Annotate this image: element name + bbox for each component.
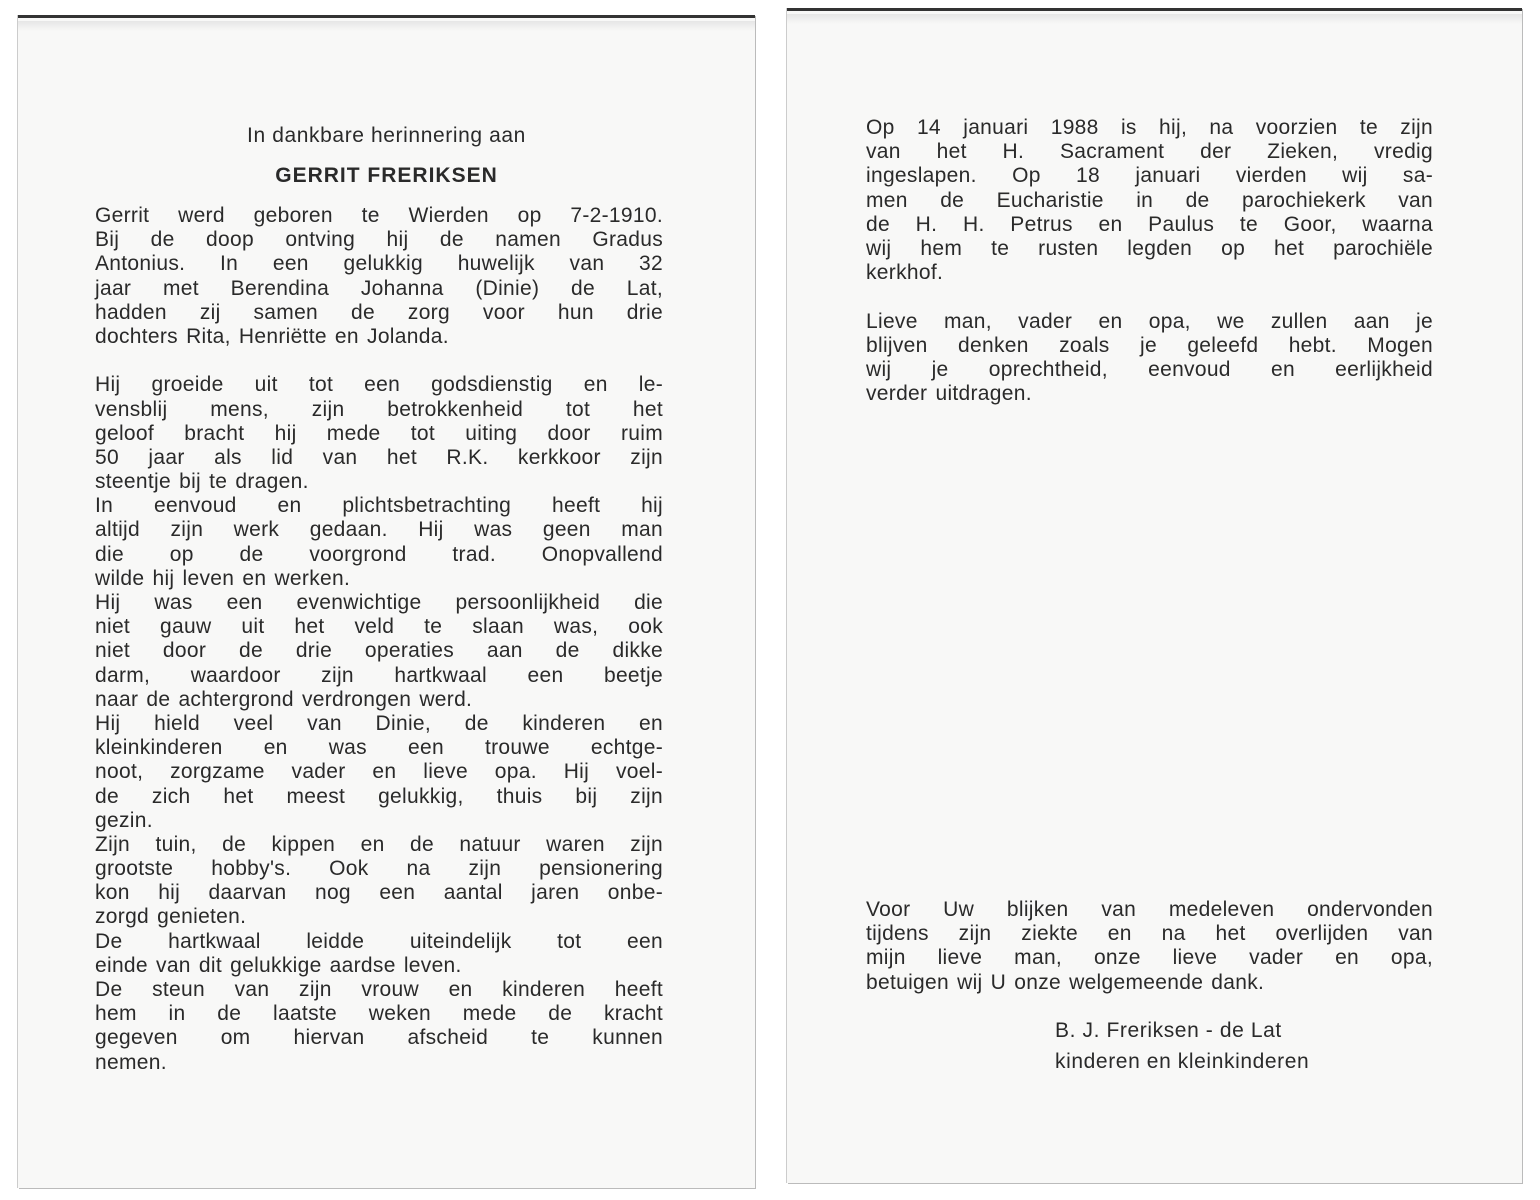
text-line: niet door de drie operaties aan de dikke — [95, 639, 663, 663]
paragraph — [95, 833, 663, 930]
text-line: naar de achtergrond verdrongen werd. — [95, 687, 473, 711]
text-line: hadden zij samen de zorg voor hun drie — [95, 300, 663, 324]
text-line: nemen. — [95, 1050, 167, 1074]
text-line: De steun van zijn vrouw en kinderen heeft — [95, 978, 663, 1001]
text-line: tijdens zijn ziekte en na het overlijden van — [866, 922, 1433, 946]
text-line: kleinkinderen en was een trouwe echtge- — [95, 736, 663, 760]
text-line: grootste hobby's. Ook na zijn pensionering — [95, 857, 663, 881]
text-line: ingeslapen. Op 18 januari vierden wij sa- — [866, 164, 1433, 188]
text-line: van het H. Sacrament der Zieken, vredig — [866, 140, 1433, 164]
text-line: darm, waardoor zijn hartkwaal een beetje — [95, 663, 663, 687]
paragraph — [95, 930, 663, 978]
text-line: men de Eucharistie in de parochiekerk van — [866, 188, 1433, 212]
text-line: Voor Uw blijken van medeleven ondervonden — [866, 898, 1433, 921]
text-line: Bij de doop ontving hij de namen Gradus — [95, 228, 663, 252]
text-line: jaar met Berendina Johanna (Dinie) de Lat, — [95, 276, 663, 300]
text-line: dochters Rita, Henriëtte en Jolanda. — [95, 324, 449, 348]
text-line: Hij groeide uit tot een godsdienstig en le- — [95, 373, 663, 397]
text-line: 50 jaar als lid van het R.K. kerkkoor zijn — [95, 445, 663, 469]
intro-text: In dankbare herinnering aan — [247, 124, 526, 147]
text-line: Gerrit werd geboren te Wierden op 7-2-1910. — [95, 204, 663, 227]
paragraph — [95, 712, 663, 833]
text-line: wilde hij leven en werken. — [95, 566, 351, 590]
signature-line: B. J. Freriksen - de Lat — [1055, 1019, 1282, 1042]
text-line: gezin. — [95, 808, 153, 832]
text-line: Antonius. In een gelukkig huwelijk van 32 — [95, 252, 663, 276]
text-line: blijven denken zoals je geleefd hebt. Mogen — [866, 333, 1433, 357]
left-card-page — [18, 15, 755, 1188]
text-line: geloof bracht hij mede tot uiting door ruim — [95, 421, 663, 445]
paragraph — [95, 373, 663, 494]
text-line: de H. H. Petrus en Paulus te Goor, waarna — [866, 212, 1433, 236]
text-line: zorgd genieten. — [95, 905, 247, 929]
text-line: Hij hield veel van Dinie, de kinderen en — [95, 711, 663, 735]
text-line: altijd zijn werk gedaan. Hij was geen man — [95, 518, 663, 542]
text-line: hem in de laatste weken mede de kracht — [95, 1002, 663, 1026]
text-line: vensblij mens, zijn betrokkenheid tot het — [95, 397, 663, 421]
text-line: betuigen wij U onze welgemeende dank. — [866, 970, 1265, 994]
text-line: steentje bij te dragen. — [95, 470, 309, 494]
text-line: kon hij daarvan nog een aantal jaren onbe- — [95, 881, 663, 905]
text-line: wij je oprechtheid, eenvoud en eerlijkheid — [866, 357, 1433, 381]
text-line: Zijn tuin, de kippen en de natuur waren zijn — [95, 832, 663, 856]
paragraph — [866, 310, 1433, 407]
thanks-text — [866, 898, 1433, 995]
biography-text — [95, 204, 663, 1075]
text-line: gegeven om hiervan afscheid te kunnen — [95, 1026, 663, 1050]
text-line: Hij was een evenwichtige persoonlijkheid die — [95, 591, 663, 614]
right-card-page — [787, 8, 1522, 1183]
paragraph — [95, 204, 663, 349]
signature — [1055, 1015, 1309, 1077]
passing-text — [866, 116, 1433, 406]
signature-line: kinderen en kleinkinderen — [1055, 1050, 1310, 1073]
paragraph — [95, 494, 663, 591]
text-line: die op de voorgrond trad. Onopvallend — [95, 542, 663, 566]
deceased-name: GERRIT FRERIKSEN — [275, 164, 498, 187]
text-line: wij hem te rusten legden op het parochiële — [866, 236, 1433, 260]
paragraph — [95, 591, 663, 712]
text-line: niet gauw uit het veld te slaan was, ook — [95, 615, 663, 639]
text-line: Op 14 januari 1988 is hij, na voorzien te zijn — [866, 116, 1433, 139]
text-line: mijn lieve man, onze lieve vader en opa, — [866, 946, 1433, 970]
paragraph — [95, 978, 663, 1075]
text-line: Lieve man, vader en opa, we zullen aan je — [866, 309, 1433, 333]
text-line: In eenvoud en plichtsbetrachting heeft hij — [95, 494, 663, 518]
text-line: de zich het meest gelukkig, thuis bij zijn — [95, 784, 663, 808]
text-line: einde van dit gelukkige aardse leven. — [95, 953, 462, 977]
text-line: verder uitdragen. — [866, 382, 1032, 406]
text-line: kerkhof. — [866, 261, 944, 285]
paragraph — [866, 898, 1433, 995]
paragraph — [866, 116, 1433, 285]
text-line: noot, zorgzame vader en lieve opa. Hij voel- — [95, 760, 663, 784]
text-line: De hartkwaal leidde uiteindelijk tot een — [95, 929, 663, 953]
